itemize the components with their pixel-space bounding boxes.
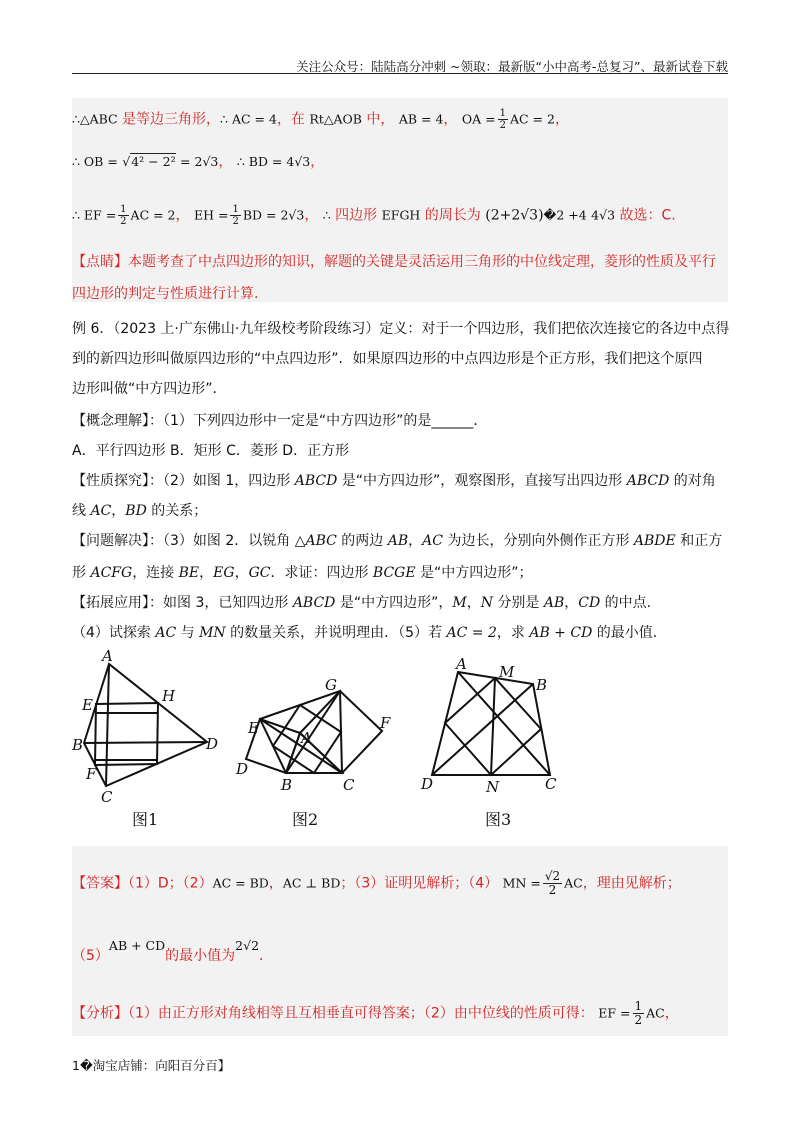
example-paragraph-3: 边形叫做“中方四边形”． [72,381,227,397]
fraction: $\frac{1}{2}$ [634,999,643,1027]
fig2-label-e: E [248,719,259,737]
fraction: $\frac{1}{2}$ [499,108,506,131]
fig3-label-d: D [421,775,434,793]
fig3-label-a: A [456,655,467,673]
figure-2-diagram [246,691,382,773]
answer-line-2: （5）AB + CD的最小值为2√2． [72,938,274,964]
fig3-label-m: M [499,663,515,681]
figure-3-diagram [432,672,550,775]
fraction: $\frac{1}{2}$ [120,204,127,227]
page-footer: 1�淘宝店铺：向阳百分百】 [72,1058,231,1073]
analysis-line-1: 【分析】（1）由正方形对角线相等且互相垂直可得答案；（2）由中位线的性质可得： EF = $\frac{1}{2}$ AC， [72,999,679,1027]
question-2-cont: 线 AC，BD 的关系； [72,503,208,519]
fig1-label-e: E [82,696,93,714]
fig2-caption: 图2 [292,810,319,829]
fig1-label-a: A [102,647,113,665]
question-2: 【性质探究】：（2）如图 1，四边形 ABCD 是“中方四边形”，观察图形，直接写出四边形 ABCD 的对角 [72,473,716,489]
fig1-label-h: H [162,687,176,705]
answer-line-1: 【答案】（1）D；（2）AC = BD，AC ⊥ BD；（3）证明见解析；（4） MN = $\frac{√2}{2}$ AC，理由见解析； [72,869,681,897]
fig1-caption: 图1 [132,810,159,829]
example-paragraph-1: 例 6．（2023 上·广东佛山·九年级校考阶段练习）定义：对于一个四边形，我们把依次连接它的各边中点得 [72,321,730,337]
fig1-label-c: C [101,788,113,806]
question-4-5: （4）试探索 AC 与 MN 的数量关系，并说明理由．（5）若 AC = 2，求 AB + CD 的最小值. [72,625,658,641]
page-header: 关注公众号：陆陆高分冲刺 ~领取：最新版“小中高考-总复习”、最新试卷下载 [296,59,728,74]
sqrt-expression: √4² − 2² [122,154,176,169]
question-4-intro: 【拓展应用】：如图 3，已知四边形 ABCD 是“中方四边形”，M，N 分别是 AB，CD 的中点. [72,595,652,611]
fraction: $\frac{√2}{2}$ [544,869,561,897]
question-1-options: A．平行四边形 B．矩形 C．菱形 D．正方形 [72,443,350,459]
fig2-label-f: F [380,714,391,732]
solution-line-2: ∴ OB = √4² − 2² = 2√3， ∴ BD = 4√3， [72,154,325,170]
example-paragraph-2: 到的新四边形叫做原四边形的“中点四边形”．如果原四边形的中点四边形是个正方形，我们把这个原四 [72,351,703,367]
key-point-line-1: 【点睛】本题考查了中点四边形的知识，解题的关键是灵活运用三角形的中位线定理，菱形的性质及平行 [72,254,716,270]
fig3-label-b: B [536,676,548,694]
fig2-label-c: C [343,776,355,794]
fig1-label-b: B [72,736,84,754]
key-point-line-2: 四边形的判定与性质进行计算. [72,286,259,302]
fig1-label-f: F [86,765,97,783]
question-3: 【问题解决】：（3）如图 2．以锐角 △ABC 的两边 AB，AC 为边长，分别向外侧作正方形 ABDE 和正方 [72,533,723,549]
fraction: $\frac{1}{2}$ [232,204,239,227]
fig3-label-c: C [545,775,557,793]
solution-line-1: ∴△ABC 是等边三角形，∴ AC = 4，在 Rt△AOB 中， AB = 4， OA = $\frac{1}{2}$ AC = 2， [72,108,569,131]
fig2-label-b: B [281,776,293,794]
fig2-label-a: A [301,729,312,747]
fig2-label-g: G [325,676,337,694]
fig3-label-n: N [486,778,500,796]
fig2-label-d: D [236,760,249,778]
fig1-label-d: D [206,735,219,753]
figure-1-diagram [84,664,207,786]
question-1: 【概念理解】：（1）下列四边形中一定是“中方四边形”的是______． [72,413,488,429]
fig3-caption: 图3 [485,810,512,829]
solution-line-3: ∴ EF = $\frac{1}{2}$ AC = 2， EH = $\frac{1}{2}$ BD = 2√3， ∴ 四边形 EFGH 的周长为 (2+2√3)�2 +4 4√3 故选：C. [72,204,676,227]
question-3-cont: 形 ACFG，连接 BE，EG，GC．求证：四边形 BCGE 是“中方四边形”； [72,565,533,581]
